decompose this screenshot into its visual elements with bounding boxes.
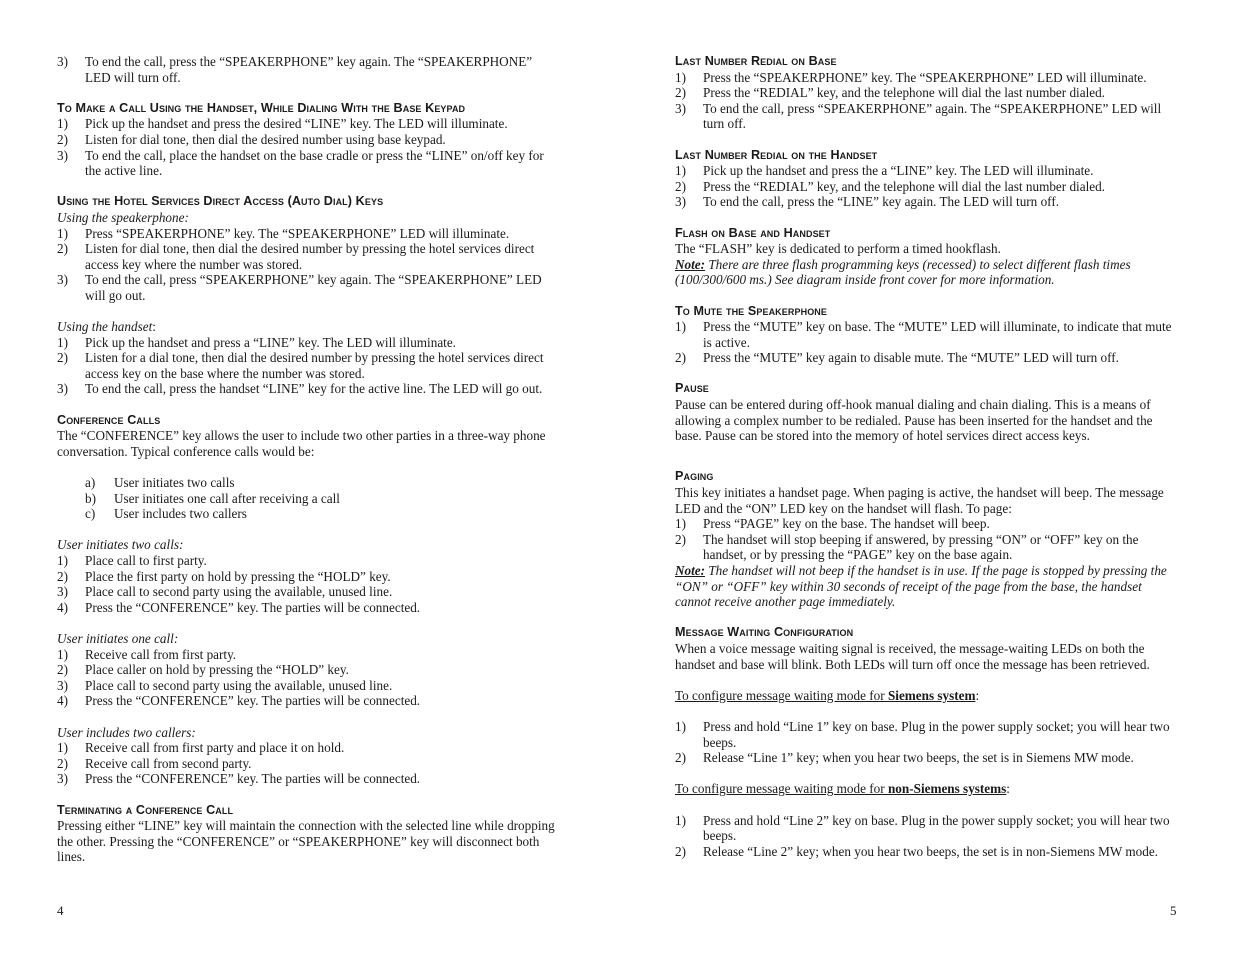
conference-cases (57, 475, 557, 522)
list-item-text: Receive call from first party. (85, 646, 237, 662)
list-item-number: 2) (57, 131, 68, 147)
page-number-left: 4 (57, 903, 64, 918)
list-item-number: 2) (675, 531, 686, 547)
list-item-number: 3) (57, 771, 68, 787)
list-item (57, 569, 557, 585)
non-siemens-config-steps (675, 813, 1180, 860)
two-callers-steps (57, 740, 557, 787)
list-item-number: 2) (675, 750, 686, 766)
list-item-text: Press “PAGE” key on the base. The handset will beep. (703, 516, 990, 532)
make-call-steps (57, 116, 557, 178)
section-title-mute: To Mute the Speakerphone (675, 303, 827, 318)
list-item-text: Press the “CONFERENCE” key. The parties will be connected. (85, 599, 421, 615)
list-item-text: Press the “CONFERENCE” key. The parties will be connected. (85, 693, 421, 709)
list-item (675, 750, 1180, 766)
list-item-text: User initiates two calls (114, 475, 235, 491)
siemens-config-steps (675, 719, 1180, 766)
section-title-paging: Paging (675, 469, 714, 484)
list-item (57, 381, 557, 397)
list-item-text: Press “SPEAKERPHONE” key. The “SPEAKERPHONE” LED will illuminate. (85, 225, 510, 241)
terminating-body: Pressing either “LINE” key will maintain the connection with the selected line while dropping the other. Pressing the “CONFERENCE” or “SPEAKERPHONE” key will disconnect both lines. (57, 818, 555, 865)
list-item-text: Release “Line 1” key; when you hear two beeps, the set is in Siemens MW mode. (703, 750, 1134, 766)
list-item (57, 553, 557, 569)
list-item-number: 3) (675, 194, 686, 210)
intro-list (57, 54, 557, 85)
list-item-text: Listen for a dial tone, then dial the desired number by pressing the hotel services direct access key on the base where the number was stored. (85, 350, 544, 381)
list-item-number: 3) (57, 584, 68, 600)
section-title-flash: Flash on Base and Handset (675, 225, 831, 240)
list-item (57, 740, 557, 756)
list-item (675, 85, 1180, 101)
list-item-text: Receive call from second party. (85, 755, 252, 771)
list-item-text: Place caller on hold by pressing the “HOLD” key. (85, 662, 349, 678)
list-item-text: To end the call, press the “LINE” key again. The LED will turn off. (703, 194, 1060, 210)
list-item-number: 2) (57, 350, 68, 366)
list-item-number: 2) (675, 350, 686, 366)
list-item-number: 1) (57, 225, 68, 241)
paging-note: Note: The handset will not beep if the handset is in use. If the page is stopped by pressing the “ON” or “OFF” key within 30 seconds of receipt of the page from the base, the handset cannot receive another page immediately. (675, 563, 1167, 610)
list-item-text: Listen for dial tone, then dial the desired number by pressing the hotel services direct access key where the number was stored. (85, 241, 535, 272)
list-item-number: 4) (57, 693, 68, 709)
pause-body: Pause can be entered during off-hook manual dialing and chain dialing. This is a means of allowing a complex number to be redialed. Pause has been inserted for the handset and the base. Pause can be stored into the memory of hotel services direct access keys. (675, 397, 1153, 444)
list-item-number: 2) (57, 241, 68, 257)
section-title-conference: Conference Calls (57, 412, 161, 427)
list-item-text: Press the “SPEAKERPHONE” key. The “SPEAKERPHONE” LED will illuminate. (703, 69, 1147, 85)
list-item-text: Pick up the handset and press the desired “LINE” key. The LED will illuminate. (85, 116, 508, 132)
list-item (675, 719, 1180, 750)
list-item-number: 1) (57, 334, 68, 350)
list-item-number: 1) (675, 812, 686, 828)
list-item-number: 2) (675, 85, 686, 101)
list-item (675, 516, 1180, 532)
list-item (57, 226, 557, 242)
list-item (57, 662, 557, 678)
section-title-direct-access: Using the Hotel Services Direct Access (Auto Dial) Keys (57, 194, 384, 209)
subheading-two-calls: User initiates two calls: (57, 537, 184, 553)
list-item (57, 678, 557, 694)
list-item-text: To end the call, place the handset on the base cradle or press the “LINE” on/off key for the active line. (85, 147, 544, 179)
section-title-redial-base: Last Number Redial on Base (675, 54, 837, 68)
flash-body: The “FLASH” key is dedicated to perform a timed hookflash. (675, 241, 1001, 257)
list-item (57, 272, 557, 303)
list-item-number: 1) (57, 116, 68, 132)
list-item-number: 2) (57, 755, 68, 771)
list-item-number: 3) (57, 147, 68, 163)
list-item (57, 54, 557, 85)
list-item (57, 693, 557, 709)
list-item-text: Press and hold “Line 2” key on base. Plug in the power supply socket; you will hear two beeps. (703, 812, 1170, 844)
list-item (57, 116, 557, 132)
list-item-number: 1) (675, 69, 686, 85)
list-item-text: Press the “MUTE” key again to disable mute. The “MUTE” LED will turn off. (703, 350, 1119, 366)
list-item (57, 506, 557, 522)
list-item-text: Press the “REDIAL” key, and the telephone will dial the last number dialed. (703, 85, 1105, 101)
list-item-number: 3) (57, 381, 68, 397)
section-title-message-waiting: Message Waiting Configuration (675, 625, 854, 640)
list-item (57, 148, 557, 179)
list-item-text: User includes two callers (114, 506, 247, 522)
list-item-number: 3) (675, 100, 686, 116)
subheading-speakerphone: Using the speakerphone: (57, 209, 189, 225)
redial-base-steps (675, 70, 1180, 132)
list-item-number: 4) (57, 599, 68, 615)
list-item-number: 2) (675, 178, 686, 194)
list-item-text: Place call to second party using the available, unused line. (85, 677, 393, 693)
subheading-handset: Using the handset: (57, 319, 156, 335)
siemens-config-heading: To configure message waiting mode for Siemens system: (675, 687, 980, 703)
list-item-text: To end the call, press the handset “LINE” key for the active line. The LED will go out. (85, 381, 543, 397)
message-waiting-body: When a voice message waiting signal is received, the message-waiting LEDs on both the handset and base will blink. Both LEDs will turn off once the message has been retrieved. (675, 640, 1150, 672)
list-item-number: 1) (675, 516, 686, 532)
non-siemens-config-heading: To configure message waiting mode for non-Siemens systems: (675, 781, 1010, 797)
list-item (57, 475, 557, 491)
section-title-pause: Pause (675, 381, 709, 396)
list-item-number: 1) (57, 553, 68, 568)
list-item-number: c) (85, 506, 96, 522)
section-title-make-call: To Make a Call Using the Handset, While Dialing With the Base Keypad (57, 100, 466, 115)
conference-body: The “CONFERENCE” key allows the user to include two other parties in a three-way phone conversation. Typical conference calls would be: (57, 428, 546, 459)
one-call-steps (57, 647, 557, 709)
list-item-number: 3) (57, 677, 68, 693)
list-item (57, 771, 557, 787)
list-item-text: Place call to first party. (85, 553, 207, 568)
list-item-text: Press the “MUTE” key on base. The “MUTE” LED will illuminate, to indicate that mute is active. (703, 319, 1172, 350)
list-item-text: The handset will stop beeping if answered, by pressing “ON” or “OFF” key on the handset, or by pressing the “PAGE” key on the base again. (703, 531, 1139, 563)
list-item-text: User initiates one call after receiving a call (114, 490, 340, 506)
list-item-number: 3) (57, 54, 68, 69)
list-item-number: 1) (57, 740, 68, 756)
direct-access-speakerphone-steps (57, 226, 557, 304)
page-number-right: 5 (1170, 903, 1177, 918)
list-item (675, 350, 1180, 366)
list-item-text: Receive call from first party and place it on hold. (85, 740, 345, 756)
list-item (675, 813, 1180, 844)
list-item (57, 600, 557, 616)
list-item (675, 532, 1180, 563)
list-item-text: Pick up the handset and press a “LINE” key. The LED will illuminate. (85, 334, 456, 350)
list-item-number: b) (85, 490, 96, 506)
flash-note: Note: There are three flash programming keys (recessed) to select different flash times (100/300/600 ms.) See diagram inside front cover for more information. (675, 256, 1131, 288)
two-calls-steps (57, 553, 557, 615)
list-item-number: 1) (675, 163, 686, 179)
subheading-one-call: User initiates one call: (57, 630, 179, 646)
list-item (675, 101, 1180, 132)
list-item-text: Pick up the handset and press the a “LINE” key. The LED will illuminate. (703, 163, 1094, 179)
list-item-text: To end the call, press the “SPEAKERPHONE” key again. The “SPEAKERPHONE” LED will turn off. (85, 54, 533, 85)
list-item (675, 844, 1180, 860)
list-item (675, 319, 1180, 350)
list-item-number: a) (85, 475, 96, 491)
list-item (57, 491, 557, 507)
paging-body: This key initiates a handset page. When paging is active, the handset will beep. The message LED and the “ON” LED key on the handset will flash. To page: (675, 485, 1164, 516)
list-item (57, 335, 557, 351)
list-item (57, 132, 557, 148)
list-item-number: 1) (675, 319, 686, 335)
list-item-text: To end the call, press “SPEAKERPHONE” key again. The “SPEAKERPHONE” LED will go out. (85, 272, 542, 303)
list-item-text: Press and hold “Line 1” key on base. Plug in the power supply socket; you will hear two beeps. (703, 718, 1170, 750)
list-item (675, 163, 1180, 179)
section-title-redial-handset: Last Number Redial on the Handset (675, 147, 878, 162)
right-page (675, 54, 1180, 859)
list-item-number: 1) (57, 646, 68, 662)
mute-steps (675, 319, 1180, 366)
list-item-text: Place call to second party using the available, unused line. (85, 584, 393, 600)
list-item (675, 194, 1180, 210)
list-item-text: Place the first party on hold by pressing the “HOLD” key. (85, 568, 391, 584)
list-item (675, 70, 1180, 86)
section-title-terminating: Terminating a Conference Call (57, 802, 234, 817)
left-page (57, 54, 557, 865)
paging-steps (675, 516, 1180, 563)
list-item-text: Press the “CONFERENCE” key. The parties will be connected. (85, 771, 421, 787)
list-item-text: Press the “REDIAL” key, and the telephone will dial the last number dialed. (703, 178, 1105, 194)
list-item-text: To end the call, press “SPEAKERPHONE” again. The “SPEAKERPHONE” LED will turn off. (703, 100, 1162, 132)
list-item-number: 2) (57, 662, 68, 678)
list-item (57, 647, 557, 663)
list-item-number: 2) (675, 843, 686, 859)
list-item (675, 179, 1180, 195)
list-item-number: 3) (57, 272, 68, 288)
list-item-number: 2) (57, 568, 68, 584)
redial-handset-steps (675, 163, 1180, 210)
list-item (57, 756, 557, 772)
list-item-text: Listen for dial tone, then dial the desired number using base keypad. (85, 131, 446, 147)
subheading-two-callers: User includes two callers: (57, 724, 196, 740)
list-item (57, 350, 557, 381)
list-item-number: 1) (675, 718, 686, 734)
list-item (57, 241, 557, 272)
direct-access-handset-steps (57, 335, 557, 397)
list-item (57, 584, 557, 600)
list-item-text: Release “Line 2” key; when you hear two beeps, the set is in non-Siemens MW mode. (703, 843, 1158, 859)
